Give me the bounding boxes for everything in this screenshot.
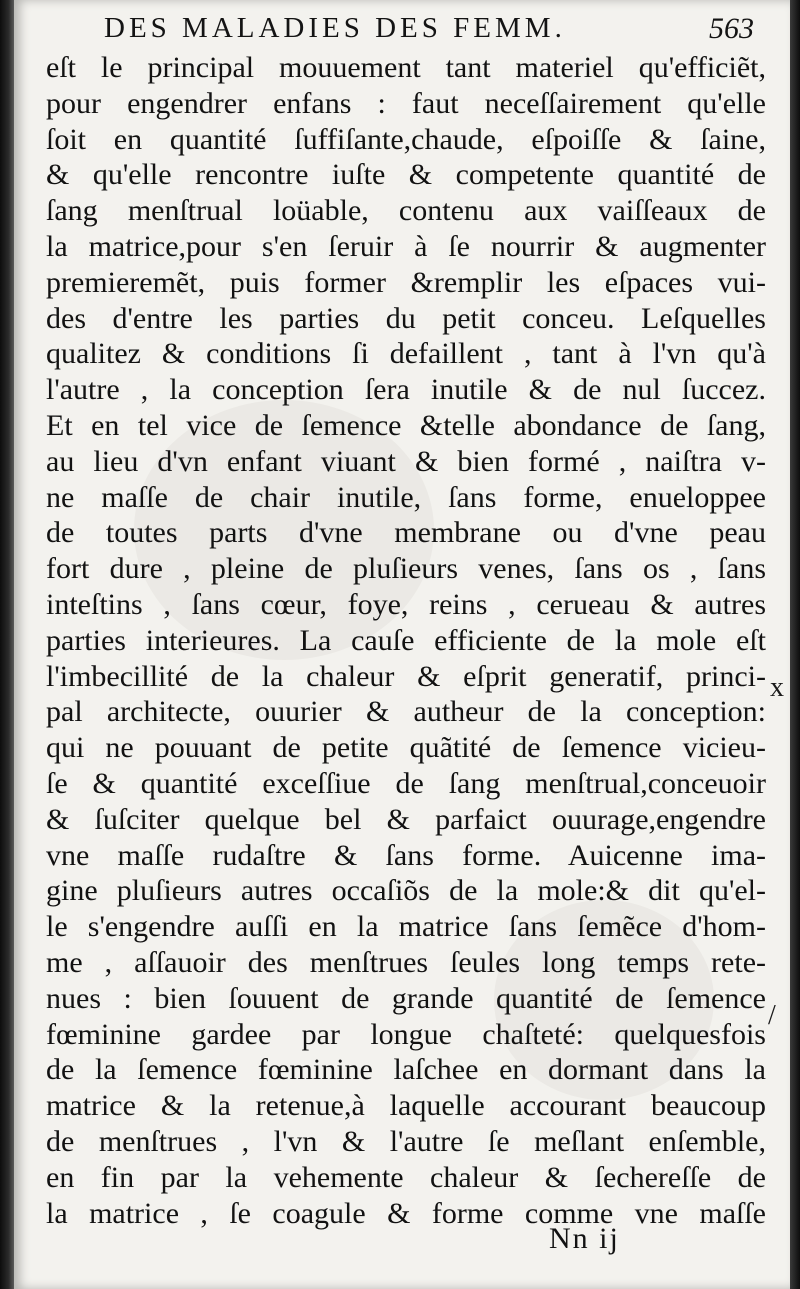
text-line: en fin par la vehemente chaleur & ſechereſſe de — [46, 1160, 766, 1194]
text-line: de menſtrues , l'vn & l'autre ſe meſlant enſemble, — [46, 1124, 766, 1158]
running-head: DES MALADIES DES FEMM. — [104, 12, 566, 44]
body-text — [46, 50, 766, 1231]
text-line: fœminine gardee par longue chaſteté: quelquesfois — [46, 1017, 766, 1051]
text-line: premieremẽt, puis former &remplir les eſpaces vui- — [46, 265, 766, 299]
text-line: parties interieures. La cauſe efficiente de la mole eſt — [46, 623, 766, 657]
text-line: fort dure , pleine de pluſieurs venes, ſans os , ſans — [46, 552, 766, 586]
text-line: l'autre , la conception ſera inutile & de nul ſuccez. — [46, 373, 766, 407]
text-line: de toutes parts d'vne membrane ou d'vne peau — [46, 516, 766, 550]
text-line: le s'engendre auſſi en la matrice ſans ſemẽce d'hom- — [46, 910, 766, 944]
text-line: & qu'elle rencontre iuſte & competente quantité de — [46, 158, 766, 192]
margin-mark: / — [768, 1000, 776, 1031]
book-gutter-left — [0, 0, 14, 1289]
book-page — [14, 0, 790, 1289]
text-line: la matrice,pour s'en ſeruir à ſe nourrir & augmenter — [46, 229, 766, 263]
text-line: au lieu d'vn enfant viuant & bien formé , naiſtra v- — [46, 444, 766, 478]
book-edge-right — [790, 0, 800, 1289]
margin-mark: x — [770, 672, 784, 703]
text-line: & ſuſciter quelque bel & parfaict ouurage,engendre — [46, 802, 766, 836]
text-line: nues : bien ſouuent de grande quantité de ſemence — [46, 981, 766, 1015]
text-line: qualitez & conditions ſi defaillent , tant à l'vn qu'à — [46, 337, 766, 371]
text-line: qui ne pouuant de petite quãtité de ſemence vicieu- — [46, 731, 766, 765]
text-line: gine pluſieurs autres occaſiõs de la mole:& dit qu'el- — [46, 874, 766, 908]
text-line: de la ſemence fœminine laſchee en dormant dans la — [46, 1053, 766, 1087]
text-line: Et en tel vice de ſemence &telle abondance de ſang, — [46, 408, 766, 442]
text-line: la matrice , ſe coagule & forme comme vne maſſe — [46, 1196, 766, 1230]
text-line: inteſtins , ſans cœur, foye, reins , cerueau & autres — [46, 587, 766, 621]
text-line: matrice & la retenue,à laquelle accourant beaucoup — [46, 1089, 766, 1123]
text-line: l'imbecillité de la chaleur & eſprit generatif, princi- — [46, 659, 766, 693]
signature-mark: Nn ij — [549, 1222, 620, 1255]
text-line: ſang menſtrual loüable, contenu aux vaiſſeaux de — [46, 194, 766, 228]
text-line: ſe & quantité exceſſiue de ſang menſtrual,conceuoir — [46, 766, 766, 800]
text-line: pour engendrer enfans : faut neceſſairement qu'elle — [46, 86, 766, 120]
text-line: ne maſſe de chair inutile, ſans forme, enueloppee — [46, 480, 766, 514]
page-header — [104, 12, 754, 52]
text-line: des d'entre les parties du petit conceu. Leſquelles — [46, 301, 766, 335]
text-line: vne maſſe rudaſtre & ſans forme. Auicenne ima- — [46, 838, 766, 872]
page-number: 563 — [709, 12, 754, 45]
text-line: ſoit en quantité ſuffiſante,chaude, eſpoiſſe & ſaine, — [46, 122, 766, 156]
text-line: pal architecte, ouurier & autheur de la conception: — [46, 695, 766, 729]
text-line: eſt le principal mouuement tant materiel qu'efficiẽt, — [46, 51, 766, 84]
text-line: me , aſſauoir des menſtrues ſeules long temps rete- — [46, 945, 766, 979]
